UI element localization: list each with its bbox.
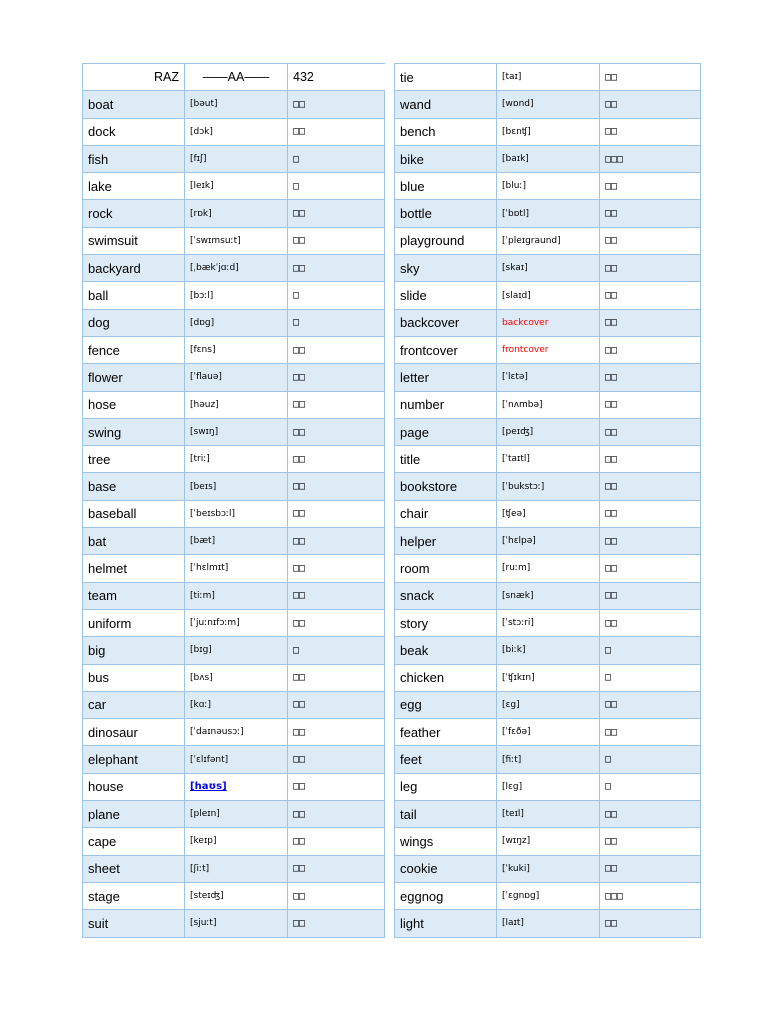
vocab-row	[83, 691, 385, 718]
word-cell: swing	[83, 418, 185, 445]
translation-cell: □□□	[600, 145, 701, 172]
word-cell: beak	[395, 637, 497, 664]
vocab-row	[395, 746, 701, 773]
vocab-row	[83, 855, 385, 882]
word-cell: eggnog	[395, 882, 497, 909]
phonetic-cell: [bæt]	[185, 528, 288, 555]
phonetic-cell: [ˈbukstɔː]	[497, 473, 600, 500]
word-cell: boat	[83, 91, 185, 118]
translation-cell: □□	[288, 801, 385, 828]
phonetic-cell: [ˈswɪmsuːt]	[185, 227, 288, 254]
word-cell: cape	[83, 828, 185, 855]
phonetic-cell: [bɔːl]	[185, 282, 288, 309]
word-cell: feet	[395, 746, 497, 773]
vocab-row	[395, 309, 701, 336]
vocab-row	[395, 391, 701, 418]
word-cell: wings	[395, 828, 497, 855]
word-cell: chicken	[395, 664, 497, 691]
vocab-row	[395, 64, 701, 91]
word-cell: tie	[395, 64, 497, 91]
phonetic-cell: [keɪp]	[185, 828, 288, 855]
phonetic-cell: [ˈʧɪkɪn]	[497, 664, 600, 691]
word-cell: lake	[83, 173, 185, 200]
vocab-row	[83, 418, 385, 445]
phonetic-cell: [ˈhɛlmɪt]	[185, 555, 288, 582]
vocab-row	[395, 664, 701, 691]
translation-cell: □□	[600, 528, 701, 555]
word-cell: baseball	[83, 500, 185, 527]
translation-cell: □□	[600, 91, 701, 118]
word-cell: bike	[395, 145, 497, 172]
translation-cell: □□	[600, 173, 701, 200]
word-cell: bat	[83, 528, 185, 555]
phonetic-cell: [teɪl]	[497, 801, 600, 828]
phonetic-cell: [fɛns]	[185, 336, 288, 363]
word-cell: dinosaur	[83, 719, 185, 746]
translation-cell: □□	[288, 746, 385, 773]
vocab-row	[395, 364, 701, 391]
translation-cell: □	[600, 746, 701, 773]
phonetic-cell: [ruːm]	[497, 555, 600, 582]
translation-cell: □□	[288, 200, 385, 227]
vocab-row	[395, 882, 701, 909]
word-cell: stage	[83, 882, 185, 909]
phonetic-cell: [kɑː]	[185, 691, 288, 718]
translation-cell: □□	[600, 64, 701, 91]
vocab-row	[83, 336, 385, 363]
translation-cell: □□	[288, 418, 385, 445]
header-raz: RAZ	[83, 64, 185, 91]
vocab-row	[395, 473, 701, 500]
word-cell: tail	[395, 801, 497, 828]
word-cell: frontcover	[395, 336, 497, 363]
translation-cell: □□	[288, 773, 385, 800]
translation-cell: □□	[600, 255, 701, 282]
translation-cell: □□	[288, 691, 385, 718]
word-cell: cookie	[395, 855, 497, 882]
phonetic-cell: [ˈfɛðə]	[497, 719, 600, 746]
vocab-row	[83, 91, 385, 118]
phonetic-cell: [ˈdaɪnəusɔː]	[185, 719, 288, 746]
translation-cell: □□	[600, 855, 701, 882]
phonetic-cell: [steɪʤ]	[185, 882, 288, 909]
phonetic-cell: [taɪ]	[497, 64, 600, 91]
translation-cell: □□	[600, 719, 701, 746]
phonetic-cell: [leɪk]	[185, 173, 288, 200]
vocab-row	[83, 364, 385, 391]
vocab-row	[395, 173, 701, 200]
vocab-row	[395, 91, 701, 118]
translation-cell: □	[288, 309, 385, 336]
phonetic-cell: [ˈlɛtə]	[497, 364, 600, 391]
word-cell: helper	[395, 528, 497, 555]
word-cell: bottle	[395, 200, 497, 227]
vocab-row	[83, 746, 385, 773]
header-level: ——AA——	[185, 64, 288, 91]
phonetic-cell: [biːk]	[497, 637, 600, 664]
vocab-row	[83, 555, 385, 582]
word-cell: sky	[395, 255, 497, 282]
word-cell: uniform	[83, 609, 185, 636]
word-cell: bus	[83, 664, 185, 691]
phonetic-cell: [dɔk]	[185, 118, 288, 145]
word-cell: slide	[395, 282, 497, 309]
translation-cell: □□	[288, 91, 385, 118]
phonetic-cell: backcover	[497, 309, 600, 336]
translation-cell: □□	[600, 282, 701, 309]
phonetic-cell: [baɪk]	[497, 145, 600, 172]
phonetic-cell: [bɪg]	[185, 637, 288, 664]
translation-cell: □□	[600, 309, 701, 336]
vocab-row	[395, 255, 701, 282]
word-cell: fence	[83, 336, 185, 363]
vocab-row	[83, 582, 385, 609]
translation-cell: □□	[600, 801, 701, 828]
word-cell: feather	[395, 719, 497, 746]
word-cell: ball	[83, 282, 185, 309]
vocab-row	[83, 801, 385, 828]
word-cell: snack	[395, 582, 497, 609]
translation-cell: □□	[600, 446, 701, 473]
right-vocab-table	[394, 63, 701, 938]
translation-cell: □	[288, 637, 385, 664]
phonetic-cell: [fiːt]	[497, 746, 600, 773]
translation-cell: □	[288, 282, 385, 309]
word-cell: bookstore	[395, 473, 497, 500]
vocab-row	[83, 145, 385, 172]
phonetic-cell: [snæk]	[497, 582, 600, 609]
phonetic-cell: [ˈtaɪtl]	[497, 446, 600, 473]
word-cell: base	[83, 473, 185, 500]
vocab-row	[83, 200, 385, 227]
phonetic-cell: [bəut]	[185, 91, 288, 118]
vocab-row	[395, 528, 701, 555]
phonetic-cell: [dɒg]	[185, 309, 288, 336]
word-cell: house	[83, 773, 185, 800]
translation-cell: □□	[600, 391, 701, 418]
translation-cell: □	[600, 637, 701, 664]
translation-cell: □□	[288, 582, 385, 609]
translation-cell: □□	[288, 719, 385, 746]
vocab-row	[83, 255, 385, 282]
translation-cell: □□	[288, 828, 385, 855]
translation-cell: □□	[288, 882, 385, 909]
translation-cell: □□	[288, 609, 385, 636]
vocab-row	[83, 609, 385, 636]
word-cell: letter	[395, 364, 497, 391]
phonetic-cell: [triː]	[185, 446, 288, 473]
vocab-row	[83, 719, 385, 746]
word-cell: number	[395, 391, 497, 418]
word-cell: big	[83, 637, 185, 664]
translation-cell: □	[288, 173, 385, 200]
word-cell: blue	[395, 173, 497, 200]
vocab-row	[395, 282, 701, 309]
word-cell: title	[395, 446, 497, 473]
word-cell: helmet	[83, 555, 185, 582]
phonetic-cell: [ʃiːt]	[185, 855, 288, 882]
word-cell: fish	[83, 145, 185, 172]
translation-cell: □□	[600, 118, 701, 145]
phonetic-cell: frontcover	[497, 336, 600, 363]
vocab-row	[395, 637, 701, 664]
phonetic-cell: [rɒk]	[185, 200, 288, 227]
translation-cell: □□	[288, 227, 385, 254]
phonetic-cell: [ˌbækˈjɑːd]	[185, 255, 288, 282]
phonetic-cell: [wɪŋz]	[497, 828, 600, 855]
translation-cell: □□	[288, 528, 385, 555]
vocab-row	[395, 773, 701, 800]
phonetic-cell: [beɪs]	[185, 473, 288, 500]
vocab-row	[395, 118, 701, 145]
translation-cell: □□□	[600, 882, 701, 909]
phonetic-cell: [ˈbɒtl]	[497, 200, 600, 227]
vocab-row	[83, 828, 385, 855]
phonetic-cell: [wɒnd]	[497, 91, 600, 118]
phonetic-cell: [swɪŋ]	[185, 418, 288, 445]
translation-cell: □□	[600, 418, 701, 445]
vocab-row	[395, 500, 701, 527]
translation-cell: □□	[600, 227, 701, 254]
vocab-row	[83, 309, 385, 336]
vocab-row	[83, 473, 385, 500]
translation-cell: □□	[600, 200, 701, 227]
phonetic-cell: [ˈstɔːri]	[497, 609, 600, 636]
word-cell: team	[83, 582, 185, 609]
vocab-row	[395, 336, 701, 363]
phonetic-cell: [bluː]	[497, 173, 600, 200]
translation-cell: □□	[288, 664, 385, 691]
vocab-row	[83, 910, 385, 937]
vocab-row	[395, 609, 701, 636]
vocab-row	[83, 528, 385, 555]
phonetic-cell: [tiːm]	[185, 582, 288, 609]
word-cell: playground	[395, 227, 497, 254]
word-cell: backcover	[395, 309, 497, 336]
word-cell: chair	[395, 500, 497, 527]
vocab-row	[83, 446, 385, 473]
vocab-row	[83, 118, 385, 145]
vocab-row	[395, 145, 701, 172]
translation-cell: □□	[288, 391, 385, 418]
translation-cell: □□	[288, 910, 385, 937]
vocab-row	[83, 637, 385, 664]
vocab-row	[83, 282, 385, 309]
translation-cell: □□	[600, 336, 701, 363]
vocab-row	[395, 691, 701, 718]
phonetic-cell: [ˈnʌmbə]	[497, 391, 600, 418]
phonetic-cell: [laɪt]	[497, 910, 600, 937]
phonetic-cell: [ˈɛlɪfənt]	[185, 746, 288, 773]
phonetic-link[interactable]: [haʊs]	[190, 781, 227, 793]
word-cell: sheet	[83, 855, 185, 882]
phonetic-cell: [ˈjuːnɪfɔːm]	[185, 609, 288, 636]
translation-cell: □□	[600, 364, 701, 391]
vocab-row	[83, 773, 385, 800]
left-vocab-table	[82, 63, 385, 938]
word-cell: car	[83, 691, 185, 718]
vocab-row	[83, 500, 385, 527]
translation-cell: □□	[288, 473, 385, 500]
translation-cell: □□	[288, 500, 385, 527]
translation-cell: □□	[288, 255, 385, 282]
word-cell: dock	[83, 118, 185, 145]
vocab-row	[83, 227, 385, 254]
phonetic-cell: [bʌs]	[185, 664, 288, 691]
translation-cell: □	[600, 664, 701, 691]
word-cell: tree	[83, 446, 185, 473]
translation-cell: □□	[600, 609, 701, 636]
phonetic-cell: [həuz]	[185, 391, 288, 418]
word-cell: elephant	[83, 746, 185, 773]
word-cell: bench	[395, 118, 497, 145]
phonetic-cell: [ˈɛgnɒg]	[497, 882, 600, 909]
phonetic-cell: [peɪʤ]	[497, 418, 600, 445]
translation-cell: □□	[288, 555, 385, 582]
word-cell: story	[395, 609, 497, 636]
vocab-row	[83, 391, 385, 418]
vocab-row	[395, 446, 701, 473]
word-cell: dog	[83, 309, 185, 336]
word-cell: flower	[83, 364, 185, 391]
phonetic-cell: [ˈhɛlpə]	[497, 528, 600, 555]
phonetic-cell: [ˈflauə]	[185, 364, 288, 391]
vocab-row	[83, 882, 385, 909]
word-cell: wand	[395, 91, 497, 118]
translation-cell: □□	[288, 336, 385, 363]
translation-cell: □□	[600, 473, 701, 500]
translation-cell: □□	[288, 364, 385, 391]
vocab-row	[83, 664, 385, 691]
phonetic-cell: [ˈkuki]	[497, 855, 600, 882]
vocab-row	[83, 173, 385, 200]
phonetic-cell: [ɛg]	[497, 691, 600, 718]
phonetic-cell: [ˈbeɪsbɔːl]	[185, 500, 288, 527]
translation-cell: □□	[288, 118, 385, 145]
phonetic-cell	[185, 773, 288, 800]
translation-cell: □	[288, 145, 385, 172]
phonetic-cell: [bɛnʧ]	[497, 118, 600, 145]
vocab-row	[395, 582, 701, 609]
phonetic-cell: [slaɪd]	[497, 282, 600, 309]
phonetic-cell: [skaɪ]	[497, 255, 600, 282]
vocab-row	[395, 910, 701, 937]
phonetic-cell: [ˈpleɪgraund]	[497, 227, 600, 254]
header-row	[83, 64, 385, 91]
vocab-row	[395, 855, 701, 882]
translation-cell: □□	[600, 582, 701, 609]
word-cell: room	[395, 555, 497, 582]
phonetic-cell: [sjuːt]	[185, 910, 288, 937]
translation-cell: □□	[600, 828, 701, 855]
vocab-row	[395, 200, 701, 227]
word-cell: egg	[395, 691, 497, 718]
translation-cell: □□	[600, 910, 701, 937]
word-cell: leg	[395, 773, 497, 800]
vocab-row	[395, 555, 701, 582]
translation-cell: □	[600, 773, 701, 800]
vocab-row	[395, 227, 701, 254]
word-cell: suit	[83, 910, 185, 937]
translation-cell: □□	[288, 855, 385, 882]
word-cell: backyard	[83, 255, 185, 282]
word-cell: rock	[83, 200, 185, 227]
word-cell: light	[395, 910, 497, 937]
word-cell: page	[395, 418, 497, 445]
translation-cell: □□	[600, 555, 701, 582]
phonetic-cell: [ʧeə]	[497, 500, 600, 527]
translation-cell: □□	[600, 691, 701, 718]
phonetic-cell: [fɪʃ]	[185, 145, 288, 172]
phonetic-cell: [lɛg]	[497, 773, 600, 800]
word-cell: plane	[83, 801, 185, 828]
word-cell: hose	[83, 391, 185, 418]
translation-cell: □□	[600, 500, 701, 527]
translation-cell: □□	[288, 446, 385, 473]
phonetic-cell: [pleɪn]	[185, 801, 288, 828]
vocab-row	[395, 418, 701, 445]
vocab-row	[395, 828, 701, 855]
word-cell: swimsuit	[83, 227, 185, 254]
header-number: 432	[288, 64, 385, 91]
vocab-row	[395, 801, 701, 828]
vocab-row	[395, 719, 701, 746]
